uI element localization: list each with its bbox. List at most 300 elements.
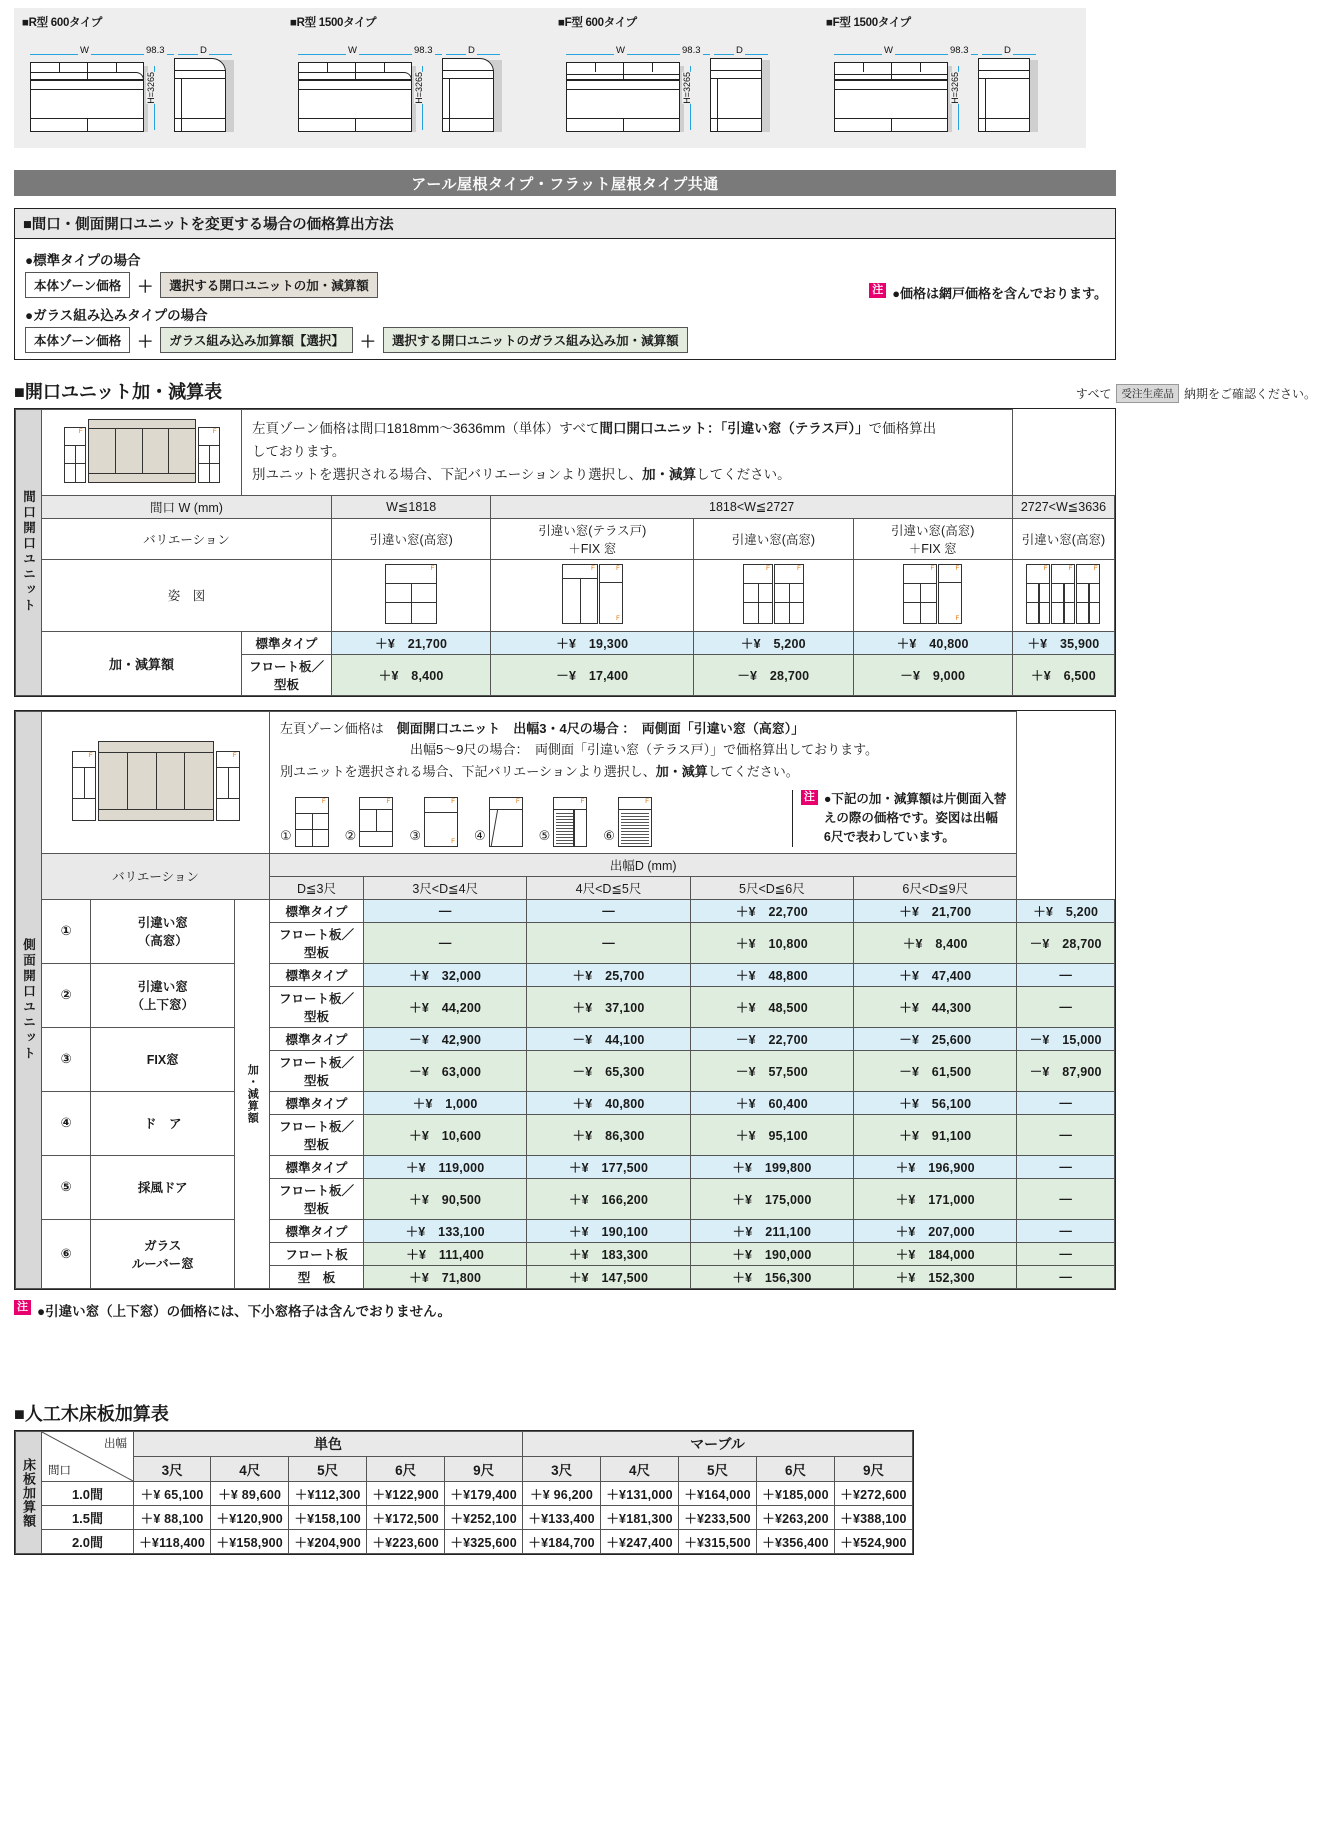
formula-base-zone-price: 本体ゾーン価格 (25, 272, 130, 298)
sokumen-price-3-1-3: ＋¥ 91,100 (854, 1114, 1017, 1155)
dim-width-label-0: W (80, 45, 89, 56)
footnote-mark-icon: 注 (14, 1300, 31, 1315)
plus-sign-2: ＋ (137, 333, 154, 351)
dim-height-label-1: H=3265 (414, 72, 424, 104)
made-to-order-badge: 受注生産品 (1116, 384, 1179, 403)
window-pictogram-updown: F (216, 751, 240, 821)
sokumen-d-col-2: 4尺<D≦5尺 (527, 876, 690, 899)
floor-row (16, 1530, 913, 1554)
dim-depth-label-3: D (1004, 45, 1011, 56)
sokumen-d-col-0: D≦3尺 (270, 876, 364, 899)
sokumen-price-0-0-4: ＋¥ 5,200 (1017, 899, 1115, 922)
floor-row (16, 1482, 913, 1506)
maguchi-figure-3 (853, 559, 1012, 631)
dim-width-label-3: W (884, 45, 893, 56)
sokumen-price-3-1-1: ＋¥ 86,300 (527, 1114, 690, 1155)
maguchi-float-price-0: ＋¥ 8,400 (332, 654, 491, 695)
sokumen-price-4-1-0: ＋¥ 90,500 (364, 1178, 527, 1219)
floor-price-2-6: ＋¥247,400 (601, 1530, 679, 1554)
sokumen-icon-6 (603, 797, 652, 847)
sokumen-price-2-0-4: －¥ 15,000 (1017, 1027, 1115, 1050)
floor-size-3: 6尺 (367, 1457, 445, 1482)
window-pictogram-vent: F (553, 797, 587, 847)
sokumen-icon-number-6: ⑥ (603, 828, 615, 844)
floor-price-0-0: ＋¥ 65,100 (134, 1482, 211, 1506)
floor-row-label-0: 1.0間 (42, 1482, 134, 1506)
sokumen-price-5-1-2: ＋¥ 190,000 (690, 1242, 853, 1265)
sokumen-subrow-label-0-1: フロート板／型板 (270, 922, 364, 963)
sokumen-price-2-0-1: －¥ 44,100 (527, 1027, 690, 1050)
floor-price-2-8: ＋¥356,400 (757, 1530, 835, 1554)
maguchi-float-label: フロート板／型板 (242, 654, 332, 695)
price-method-box (14, 208, 1116, 360)
sokumen-subrow-label-3-0: 標準タイプ (270, 1091, 364, 1114)
sokumen-price-0-0-2: ＋¥ 22,700 (690, 899, 853, 922)
sokumen-price-4-1-3: ＋¥ 171,000 (854, 1178, 1017, 1219)
footnote-text: ●引違い窓（上下窓）の価格には、下小窓格子は含んでおりません。 (37, 1304, 451, 1319)
floor-price-0-8: ＋¥185,000 (757, 1482, 835, 1506)
maguchi-std-price-2: ＋¥ 5,200 (694, 631, 853, 654)
sokumen-vertical-label: 側面開口ユニット (16, 712, 42, 1289)
sokumen-price-0-1-3: ＋¥ 8,400 (854, 922, 1017, 963)
sokumen-row-number-1: ② (42, 963, 91, 1027)
window-pictogram-high: F (774, 564, 804, 624)
dim-depth-label-2: D (736, 45, 743, 56)
plus-sign-3: ＋ (359, 333, 376, 351)
dim-depth-label-0: D (200, 45, 207, 56)
sokumen-opening-unit-table (14, 710, 1116, 1290)
sokumen-price-2-0-2: －¥ 22,700 (690, 1027, 853, 1050)
floor-price-1-5: ＋¥133,400 (523, 1506, 601, 1530)
sokumen-d-col-4: 6尺<D≦9尺 (854, 876, 1017, 899)
sokumen-icon-number-5: ⑤ (538, 828, 551, 844)
sokumen-price-5-1-3: ＋¥ 184,000 (854, 1242, 1017, 1265)
floor-size-1: 4尺 (211, 1457, 289, 1482)
sokumen-row-name-0: 引違い窓 （高窓） (91, 899, 235, 963)
maguchi-desc-1: 左頁ゾーン価格は間口1818mm～3636mm（単体）すべて間口開口ユニット：「引違い窓（テラス戸）」で価格算出 (252, 421, 937, 436)
sokumen-icon-3 (409, 797, 458, 847)
sokumen-price-5-0-2: ＋¥ 211,100 (690, 1219, 853, 1242)
floor-price-2-3: ＋¥223,600 (367, 1530, 445, 1554)
floor-size-0: 3尺 (134, 1457, 211, 1482)
sokumen-price-2-1-4: －¥ 87,900 (1017, 1050, 1115, 1091)
elevation-view-1 (298, 62, 412, 132)
window-pictogram-updown: F (359, 797, 393, 847)
diagram-body-1 (290, 32, 546, 140)
sokumen-price-0-0-0: — (364, 899, 527, 922)
sokumen-price-1-1-4: — (1017, 986, 1115, 1027)
window-pictogram-door: F (489, 797, 523, 847)
floor-size-8: 6尺 (757, 1457, 835, 1482)
note-mark-icon: 注 (869, 283, 886, 298)
floor-price-0-6: ＋¥131,000 (601, 1482, 679, 1506)
sokumen-subrow-label-5-0: 標準タイプ (270, 1219, 364, 1242)
window-pictogram-high: F (1051, 564, 1075, 624)
dim-depth-label-1: D (468, 45, 475, 56)
floor-price-1-7: ＋¥233,500 (679, 1506, 757, 1530)
standard-type-label: ●標準タイプの場合 (25, 253, 141, 268)
floor-size-2: 5尺 (289, 1457, 367, 1482)
window-pictogram-terrace: F (562, 564, 598, 624)
window-pictogram-updown: F (72, 751, 96, 821)
floor-price-1-1: ＋¥120,900 (211, 1506, 289, 1530)
window-pictogram-high: F (1026, 564, 1050, 624)
dim-height-label-3: H=3265 (950, 72, 960, 104)
sokumen-row (16, 1091, 1115, 1114)
sokumen-price-4-1-4: — (1017, 1178, 1115, 1219)
sokumen-price-5-2-3: ＋¥ 152,300 (854, 1265, 1017, 1288)
sokumen-row-name-1: 引違い窓 （上下窓） (91, 963, 235, 1027)
sokumen-price-5-0-1: ＋¥ 190,100 (527, 1219, 690, 1242)
sokumen-icon-row (280, 790, 1006, 846)
floor-price-1-2: ＋¥158,100 (289, 1506, 367, 1530)
dim-height-label-2: H=3265 (682, 72, 692, 104)
elevation-view-0 (30, 62, 144, 132)
floor-price-2-2: ＋¥204,900 (289, 1530, 367, 1554)
sokumen-d-col-3: 5尺<D≦6尺 (690, 876, 853, 899)
floor-price-2-7: ＋¥315,500 (679, 1530, 757, 1554)
sokumen-subrow-label-3-1: フロート板／型板 (270, 1114, 364, 1155)
sokumen-icon-number-2: ② (344, 828, 357, 844)
floor-size-6: 4尺 (601, 1457, 679, 1482)
floor-size-5: 3尺 (523, 1457, 601, 1482)
sokumen-desc-1: 左頁ゾーン価格は 側面開口ユニット 出幅3・4尺の場合 ： 両側面「引違い窓（高窓）」 (280, 721, 805, 736)
figure-pictogram (903, 564, 962, 624)
sokumen-price-4-0-0: ＋¥ 119,000 (364, 1155, 527, 1178)
price-method-body (15, 239, 1115, 353)
sokumen-subrow-label-5-1: フロート板 (270, 1242, 364, 1265)
sokumen-subrow-label-2-1: フロート板／型板 (270, 1050, 364, 1091)
sokumen-icon-number-4: ④ (473, 828, 486, 844)
sokumen-price-5-0-3: ＋¥ 207,000 (854, 1219, 1017, 1242)
formula-base-zone-price-2: 本体ゾーン価格 (25, 327, 130, 353)
sokumen-price-0-0-3: ＋¥ 21,700 (854, 899, 1017, 922)
sokumen-description (270, 712, 1017, 854)
maguchi-figure-2 (694, 559, 853, 631)
sokumen-price-2-0-3: －¥ 25,600 (854, 1027, 1017, 1050)
floor-price-0-1: ＋¥ 89,600 (211, 1482, 289, 1506)
sokumen-price-3-0-4: — (1017, 1091, 1115, 1114)
figure-pictogram (562, 564, 623, 624)
sokumen-row-number-0: ① (42, 899, 91, 963)
section-view-0 (174, 58, 226, 132)
sokumen-price-5-1-4: — (1017, 1242, 1115, 1265)
diagram-title-1: ■R型 1500タイプ (290, 17, 377, 29)
floor-price-0-9: ＋¥272,600 (834, 1482, 912, 1506)
sokumen-price-2-1-3: －¥ 61,500 (854, 1050, 1017, 1091)
floor-board-add-table (14, 1430, 914, 1555)
dim-gap-label-1: 98.3 (414, 45, 433, 56)
floor-price-1-4: ＋¥252,100 (445, 1506, 523, 1530)
sokumen-d-header: 出幅D (mm) (270, 853, 1017, 876)
maguchi-figure-4 (1012, 559, 1114, 631)
sokumen-price-2-1-0: －¥ 63,000 (364, 1050, 527, 1091)
sokumen-note-mark-icon: 注 (801, 790, 818, 805)
floor-board-table-title: ■人工木床板加算表 (14, 1404, 169, 1424)
section-view-2 (710, 58, 762, 132)
method-note-text: ●価格は網戸価格を含んでおります。 (892, 286, 1107, 301)
maguchi-amount-label: 加・減算額 (42, 631, 242, 695)
maguchi-w-group-2: 2727<W≦3636 (1012, 495, 1114, 518)
section-view-3 (978, 58, 1030, 132)
diagram-title-2: ■F型 600タイプ (558, 17, 637, 29)
diagram-body-0 (22, 32, 278, 140)
maguchi-variation-0: 引違い窓(高窓) (332, 518, 491, 559)
sokumen-row (16, 963, 1115, 986)
sokumen-price-5-2-4: — (1017, 1265, 1115, 1288)
maguchi-overview-pictogram (42, 410, 242, 496)
formula-opening-unit-adjust: 選択する開口ユニットの加・減算額 (160, 272, 378, 298)
sokumen-icon-number-3: ③ (409, 828, 421, 844)
diagram-3 (818, 8, 1086, 148)
sokumen-subrow-label-4-1: フロート板／型板 (270, 1178, 364, 1219)
sokumen-icon-5 (539, 797, 588, 847)
maguchi-opening-unit-table (14, 408, 1116, 697)
sokumen-price-3-0-2: ＋¥ 60,400 (690, 1091, 853, 1114)
sokumen-row (16, 899, 1115, 922)
sokumen-price-1-1-3: ＋¥ 44,300 (854, 986, 1017, 1027)
maguchi-figure-1 (491, 559, 694, 631)
diagram-2 (550, 8, 818, 148)
sokumen-price-3-1-2: ＋¥ 95,100 (690, 1114, 853, 1155)
maguchi-variation-4: 引違い窓(高窓) (1012, 518, 1114, 559)
maguchi-w-group-0: W≦1818 (332, 495, 491, 518)
maguchi-float-price-4: ＋¥ 6,500 (1012, 654, 1114, 695)
maguchi-float-price-1: －¥ 17,400 (491, 654, 694, 695)
floor-price-0-2: ＋¥112,300 (289, 1482, 367, 1506)
sokumen-row-name-3: ド ア (91, 1091, 235, 1155)
sokumen-price-5-2-2: ＋¥ 156,300 (690, 1265, 853, 1288)
glass-type-label: ●ガラス組み込みタイプの場合 (25, 308, 208, 323)
price-method-heading: ■間口・側面開口ユニットを変更する場合の価格算出方法 (15, 209, 1115, 239)
sokumen-footnote (14, 1300, 451, 1320)
sokumen-price-4-0-1: ＋¥ 177,500 (527, 1155, 690, 1178)
maguchi-description (242, 410, 1013, 496)
sokumen-price-1-0-0: ＋¥ 32,000 (364, 963, 527, 986)
sokumen-row-number-5: ⑥ (42, 1219, 91, 1288)
figure-pictogram (743, 564, 804, 624)
figure-pictogram (385, 564, 437, 624)
maguchi-std-price-0: ＋¥ 21,700 (332, 631, 491, 654)
elevation-view-3 (834, 62, 948, 132)
formula-glass-unit-adjust: 選択する開口ユニットのガラス組み込み加・減算額 (383, 327, 688, 353)
window-pictogram-high: F (903, 564, 937, 624)
dim-height-label-0: H=3265 (146, 72, 156, 104)
maguchi-variation-3: 引違い窓(高窓) ＋FIX 窓 (853, 518, 1012, 559)
elevation-view-2 (566, 62, 680, 132)
dim-gap-label-3: 98.3 (950, 45, 969, 56)
sokumen-row (16, 1219, 1115, 1242)
maguchi-variation-2: 引違い窓(高窓) (694, 518, 853, 559)
dim-gap-label-0: 98.3 (146, 45, 165, 56)
floor-price-0-4: ＋¥179,400 (445, 1482, 523, 1506)
window-pictogram-high: F (743, 564, 773, 624)
sokumen-price-3-0-3: ＋¥ 56,100 (854, 1091, 1017, 1114)
sokumen-price-0-1-0: — (364, 922, 527, 963)
floor-price-2-4: ＋¥325,600 (445, 1530, 523, 1554)
maguchi-w-group-1: 1818<W≦2727 (491, 495, 1013, 518)
sokumen-icon-4 (474, 797, 523, 847)
maguchi-figure-label: 姿 図 (42, 559, 332, 631)
sokumen-desc-3: 別ユニットを選択される場合、下記バリエーションより選択し、加・減算してください。 (280, 763, 799, 779)
floor-price-2-0: ＋¥118,400 (134, 1530, 211, 1554)
maguchi-w-label: 間口 W (mm) (42, 495, 332, 518)
sokumen-price-1-1-0: ＋¥ 44,200 (364, 986, 527, 1027)
sokumen-row-number-3: ④ (42, 1091, 91, 1155)
sokumen-row-name-5: ガラス ルーバー窓 (91, 1219, 235, 1288)
sokumen-price-5-0-4: — (1017, 1219, 1115, 1242)
maguchi-variation-label: バリエーション (42, 518, 332, 559)
window-pictogram-high: F (64, 427, 86, 483)
section-banner: アール屋根タイプ・フラット屋根タイプ共通 (14, 170, 1116, 196)
floor-price-2-1: ＋¥158,900 (211, 1530, 289, 1554)
floor-corner-top: 出幅 (104, 1438, 127, 1450)
floor-row (16, 1506, 913, 1530)
diagram-1 (282, 8, 550, 148)
floor-price-1-6: ＋¥181,300 (601, 1506, 679, 1530)
sokumen-price-2-1-2: －¥ 57,500 (690, 1050, 853, 1091)
diagram-title-3: ■F型 1500タイプ (826, 17, 911, 29)
sokumen-price-5-2-0: ＋¥ 71,800 (364, 1265, 527, 1288)
floor-size-4: 9尺 (445, 1457, 523, 1482)
maguchi-variation-1: 引違い窓(テラス戸) ＋FIX 窓 (491, 518, 694, 559)
sokumen-subrow-label-0-0: 標準タイプ (270, 899, 364, 922)
maguchi-std-price-3: ＋¥ 40,800 (853, 631, 1012, 654)
sokumen-d-col-1: 3尺<D≦4尺 (364, 876, 527, 899)
sokumen-icon-number-1: ① (280, 828, 292, 844)
sokumen-price-3-1-0: ＋¥ 10,600 (364, 1114, 527, 1155)
floor-price-2-5: ＋¥184,700 (523, 1530, 601, 1554)
maguchi-float-price-2: －¥ 28,700 (694, 654, 853, 695)
sokumen-subrow-label-1-0: 標準タイプ (270, 963, 364, 986)
dim-width-label-2: W (616, 45, 625, 56)
maguchi-figure-0 (332, 559, 491, 631)
maguchi-desc-3: 別ユニットを選択される場合、下記バリエーションより選択し、加・減算してください。 (252, 466, 791, 482)
floor-price-1-9: ＋¥388,100 (834, 1506, 912, 1530)
section-view-1 (442, 58, 494, 132)
floor-size-9: 9尺 (834, 1457, 912, 1482)
floor-price-2-9: ＋¥524,900 (834, 1530, 912, 1554)
diagonal-divider-icon (42, 1432, 133, 1481)
floor-group-1: マーブル (523, 1432, 913, 1457)
dim-width-label-1: W (348, 45, 357, 56)
sokumen-price-4-1-1: ＋¥ 166,200 (527, 1178, 690, 1219)
sokumen-note-line3: 6尺で表わしています。 (823, 829, 955, 844)
formula-glass-add: ガラス組み込み加算額【選択】 (160, 327, 353, 353)
window-pictogram-louver: F (618, 797, 652, 847)
diagram-strip (14, 8, 1086, 148)
window-pictogram-high: F (295, 797, 329, 847)
maguchi-std-price-4: ＋¥ 35,900 (1012, 631, 1114, 654)
opening-unit-title-note (1076, 384, 1316, 403)
sokumen-subrow-label-1-1: フロート板／型板 (270, 986, 364, 1027)
sokumen-row-name-4: 採風ドア (91, 1155, 235, 1219)
floor-price-1-3: ＋¥172,500 (367, 1506, 445, 1530)
window-pictogram-fix: F F (599, 564, 623, 624)
sokumen-desc-2: 出幅5～9尺の場合： 両側面「引違い窓（テラス戸）」で価格算出しております。 (410, 742, 879, 758)
sokumen-price-1-1-2: ＋¥ 48,500 (690, 986, 853, 1027)
window-pictogram-high: F (385, 564, 437, 624)
sokumen-price-4-0-2: ＋¥ 199,800 (690, 1155, 853, 1178)
sokumen-price-3-1-4: — (1017, 1114, 1115, 1155)
sokumen-variation-label: バリエーション (42, 853, 270, 899)
plus-sign: ＋ (137, 278, 154, 296)
dim-gap-label-2: 98.3 (682, 45, 701, 56)
order-note-prefix: すべて (1075, 387, 1112, 401)
floor-size-7: 5尺 (679, 1457, 757, 1482)
maguchi-std-label: 標準タイプ (242, 631, 332, 654)
maguchi-desc-2: しております。 (252, 443, 346, 459)
floor-group-0: 単色 (134, 1432, 523, 1457)
sokumen-price-2-0-0: －¥ 42,900 (364, 1027, 527, 1050)
sokumen-price-4-1-2: ＋¥ 175,000 (690, 1178, 853, 1219)
maguchi-float-price-3: －¥ 9,000 (853, 654, 1012, 695)
sokumen-overview-pictogram (42, 712, 270, 854)
sokumen-price-3-0-1: ＋¥ 40,800 (527, 1091, 690, 1114)
sokumen-price-1-0-3: ＋¥ 47,400 (854, 963, 1017, 986)
sokumen-price-5-0-0: ＋¥ 133,100 (364, 1219, 527, 1242)
sokumen-row (16, 1027, 1115, 1050)
sokumen-row-number-4: ⑤ (42, 1155, 91, 1219)
floor-row-label-2: 2.0間 (42, 1530, 134, 1554)
sokumen-row (16, 1155, 1115, 1178)
sokumen-price-0-1-4: －¥ 28,700 (1017, 922, 1115, 963)
maguchi-vertical-label: 間口開口ユニット (16, 410, 42, 696)
sokumen-price-5-1-1: ＋¥ 183,300 (527, 1242, 690, 1265)
sokumen-price-3-0-0: ＋¥ 1,000 (364, 1091, 527, 1114)
opening-unit-table-title: ■開口ユニット加・減算表 (14, 382, 223, 402)
diagram-body-3 (826, 32, 1082, 140)
floor-row-label-1: 1.5間 (42, 1506, 134, 1530)
sokumen-price-2-1-1: －¥ 65,300 (527, 1050, 690, 1091)
sokumen-subrow-label-2-0: 標準タイプ (270, 1027, 364, 1050)
sokumen-price-1-1-1: ＋¥ 37,100 (527, 986, 690, 1027)
sokumen-amount-label: 加・減算額 (235, 899, 270, 1288)
diagram-body-2 (558, 32, 814, 140)
sokumen-note-line1: ●下記の加・減算額は片側面入替 (823, 792, 1007, 807)
sokumen-price-1-0-4: — (1017, 963, 1115, 986)
floor-vertical-label: 床板加算額 (16, 1432, 42, 1554)
sokumen-price-5-2-1: ＋¥ 147,500 (527, 1265, 690, 1288)
order-note-suffix: 納期をご確認ください。 (1183, 387, 1316, 401)
sokumen-price-5-1-0: ＋¥ 111,400 (364, 1242, 527, 1265)
floor-price-0-3: ＋¥122,900 (367, 1482, 445, 1506)
sokumen-subrow-label-5-2: 型 板 (270, 1265, 364, 1288)
sokumen-row-name-2: FIX窓 (91, 1027, 235, 1091)
sokumen-price-0-1-2: ＋¥ 10,800 (690, 922, 853, 963)
diagram-0 (14, 8, 282, 148)
sokumen-price-1-0-2: ＋¥ 48,800 (690, 963, 853, 986)
sokumen-subrow-label-4-0: 標準タイプ (270, 1155, 364, 1178)
window-pictogram-high: F (198, 427, 220, 483)
method-note (869, 283, 1107, 302)
sokumen-price-0-1-1: — (527, 922, 690, 963)
floor-corner-cell (42, 1432, 134, 1482)
sokumen-price-1-0-1: ＋¥ 25,700 (527, 963, 690, 986)
window-pictogram-fix: F F (938, 564, 962, 624)
sokumen-icon-1 (280, 797, 329, 847)
sokumen-price-4-0-3: ＋¥ 196,900 (854, 1155, 1017, 1178)
glass-type-formula (25, 327, 1105, 353)
figure-pictogram (1026, 564, 1100, 624)
sokumen-price-0-0-1: — (527, 899, 690, 922)
window-pictogram-fix: F F (424, 797, 458, 847)
window-pictogram-high: F (1076, 564, 1100, 624)
diagram-title-0: ■R型 600タイプ (22, 17, 103, 29)
sokumen-icon-2 (345, 797, 394, 847)
sokumen-price-4-0-4: — (1017, 1155, 1115, 1178)
sokumen-note-line2: えの際の価格です。姿図は出幅 (823, 811, 998, 826)
